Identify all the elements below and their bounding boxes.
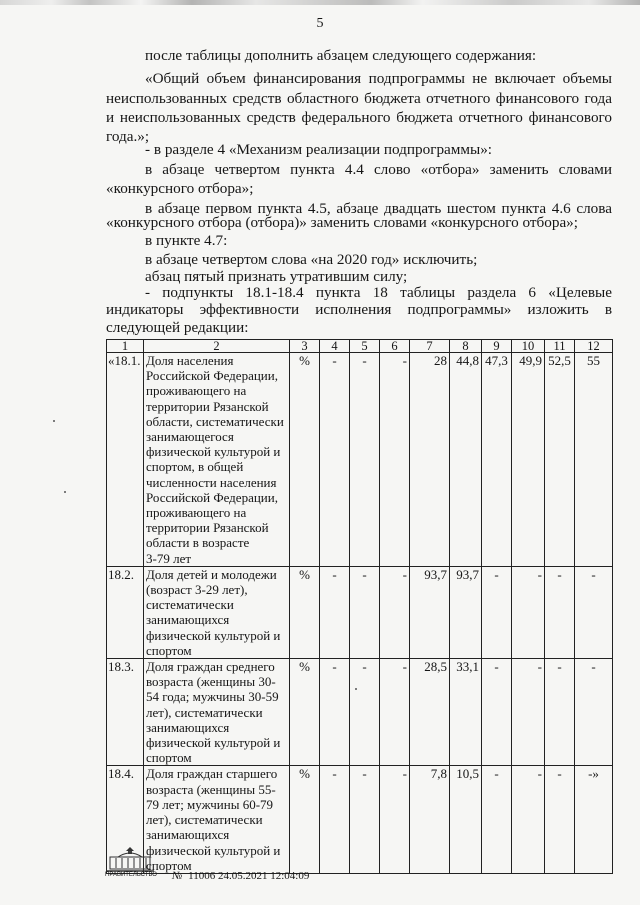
indicator-name-line: занимающегося (146, 429, 234, 445)
government-emblem-icon (104, 845, 156, 873)
value-cell: - (320, 766, 350, 873)
value-cell: - (512, 766, 545, 873)
value-cell: - (545, 659, 575, 766)
value-cell: - (575, 566, 613, 658)
text-line: «конкурсного отбора»; (106, 180, 254, 197)
row-number-cell: 18.2. (107, 566, 144, 658)
value-cell: 93,7 (450, 566, 482, 658)
value-cell: - (350, 353, 380, 567)
value-cell: % (290, 566, 320, 658)
text-line: в абзаце четвертом слова «на 2020 год» исключить; (145, 251, 478, 268)
indicator-name-line: (возраст 3-29 лет), (146, 582, 248, 598)
text-line: следующей редакции: (106, 319, 249, 336)
table-header-row (107, 340, 613, 353)
text-line: после таблицы дополнить абзацем следующего содержания: (145, 47, 537, 64)
column-header: 4 (320, 340, 350, 353)
value-cell: - (482, 659, 512, 766)
indicator-name-line: 54 года; мужчины 30-59 (146, 689, 279, 705)
indicator-name-line: Доля граждан среднего (146, 659, 275, 675)
text-line: в пункте 4.7: (145, 232, 228, 249)
indicator-name-line: 3-79 лет (146, 550, 192, 566)
column-header: 12 (575, 340, 613, 353)
indicator-name-line: занимающихся (146, 827, 230, 843)
value-cell: - (350, 659, 380, 766)
value-cell: % (290, 659, 320, 766)
indicator-name-line: территории Рязанской (146, 398, 269, 414)
value-cell: - (320, 659, 350, 766)
value-cell: 7,8 (410, 766, 450, 873)
indicator-name-line: лет), систематически (146, 812, 263, 828)
value-cell: - (512, 566, 545, 658)
indicator-name-line: возраста (женщины 30- (146, 674, 276, 690)
table-row (107, 766, 613, 873)
page-number: 5 (316, 16, 324, 31)
table-row (107, 659, 613, 766)
indicator-name-line: физической культурой и (146, 842, 281, 858)
row-number-cell: «18.1. (107, 353, 144, 567)
value-cell: 47,3 (482, 353, 512, 567)
value-cell: - (545, 566, 575, 658)
value-cell: - (350, 566, 380, 658)
indicator-name-line: Доля населения (146, 353, 234, 368)
value-cell: 10,5 (450, 766, 482, 873)
column-header: 9 (482, 340, 512, 353)
value-cell: - (380, 353, 410, 567)
value-cell: - (512, 659, 545, 766)
text-line: - в разделе 4 «Механизм реализации подпрограммы»: (145, 141, 493, 158)
indicator-name-line: спортом (146, 750, 192, 766)
indicator-name-line: спортом (146, 857, 192, 873)
value-cell: - (320, 566, 350, 658)
value-cell: % (290, 766, 320, 873)
value-cell: 44,8 (450, 353, 482, 567)
column-header: 1 (107, 340, 144, 353)
value-cell: - (545, 766, 575, 873)
indicator-name-line: физической культурой и (146, 735, 281, 751)
value-cell: - (482, 766, 512, 873)
value-cell: - (380, 766, 410, 873)
text-line: и неиспользованных средств федерального бюджета отчетного финансового (106, 109, 612, 126)
indicator-name-line: спортом, в общей (146, 459, 244, 475)
value-cell: - (350, 766, 380, 873)
indicator-name-cell (144, 353, 290, 567)
column-header: 7 (410, 340, 450, 353)
indicator-name-line: систематически (146, 597, 234, 613)
indicator-name-line: 79 лет; мужчины 60-79 (146, 796, 274, 812)
registration-footer (172, 870, 309, 882)
indicator-name-line: проживающего на (146, 505, 247, 521)
row-number-cell: 18.3. (107, 659, 144, 766)
indicator-name-line: территории Рязанской (146, 520, 269, 536)
table-row (107, 353, 613, 567)
indicator-name-line: возраста (женщины 55- (146, 781, 276, 797)
indicator-name-line: занимающихся (146, 612, 230, 628)
value-cell: 28 (410, 353, 450, 567)
column-header: 5 (350, 340, 380, 353)
value-cell: - (380, 566, 410, 658)
column-header: 3 (290, 340, 320, 353)
text-line: «Общий объем финансирования подпрограммы не включает объемы (145, 70, 612, 87)
indicator-name-line: Доля граждан старшего (146, 766, 278, 782)
stamp-caption: ПРАВИТЕЛЬСТВО (105, 872, 157, 878)
indicators-table (106, 339, 613, 874)
row-number-cell: 18.4. (107, 766, 144, 873)
column-header: 10 (512, 340, 545, 353)
value-cell: 33,1 (450, 659, 482, 766)
text-line: - подпункты 18.1-18.4 пункта 18 таблицы раздела 6 «Целевые (145, 284, 612, 301)
indicator-name-line: лет), систематически (146, 704, 263, 720)
indicator-name-line: занимающихся (146, 719, 230, 735)
value-cell: 49,9 (512, 353, 545, 567)
scan-speck (64, 491, 66, 493)
value-cell: 52,5 (545, 353, 575, 567)
text-line: в абзаце первом пункта 4.5, абзаце двадцать шестом пункта 4.6 слова (145, 200, 612, 217)
column-header: 6 (380, 340, 410, 353)
indicator-name-line: численности населения (146, 474, 277, 490)
text-line: года.»; (106, 128, 150, 145)
column-header: 11 (545, 340, 575, 353)
indicator-name-line: проживающего на (146, 383, 247, 399)
text-line: неиспользованных средств областного бюджета отчетного финансового года (106, 90, 612, 107)
value-cell: - (380, 659, 410, 766)
value-cell: - (575, 659, 613, 766)
value-cell: 28,5 (410, 659, 450, 766)
indicator-name-line: физической культурой и (146, 627, 281, 643)
indicator-name-line: спортом (146, 642, 192, 658)
value-cell: -» (575, 766, 613, 873)
text-line: индикаторы эффективности исполнения подпрограммы» изложить в (106, 301, 612, 318)
indicator-name-line: Российской Федерации, (146, 368, 278, 384)
indicator-name-line: Доля детей и молодежи (146, 566, 277, 582)
indicator-name-line: области, систематически (146, 413, 284, 429)
table-row (107, 566, 613, 658)
value-cell: 93,7 (410, 566, 450, 658)
scan-speck (355, 688, 357, 690)
value-cell: % (290, 353, 320, 567)
indicator-name-cell (144, 659, 290, 766)
number-sign: № (172, 870, 183, 882)
text-line: «конкурсного отбора (отбора)» заменить словами «конкурсного отбора»; (106, 214, 578, 231)
column-header: 2 (144, 340, 290, 353)
text-line: в абзаце четвертом пункта 4.4 слово «отбора» заменить словами (145, 161, 612, 178)
indicator-name-cell (144, 566, 290, 658)
indicator-name-line: области в возрасте (146, 535, 250, 551)
indicator-name-line: Российской Федерации, (146, 489, 278, 505)
value-cell: 55 (575, 353, 613, 567)
registration-info: 11006 24.05.2021 12:04:09 (188, 870, 310, 882)
text-line: абзац пятый признать утратившим силу; (145, 268, 408, 285)
indicator-name-line: физической культурой и (146, 444, 281, 460)
value-cell: - (482, 566, 512, 658)
scan-speck (53, 420, 55, 422)
column-header: 8 (450, 340, 482, 353)
indicator-name-cell (144, 766, 290, 873)
value-cell: - (320, 353, 350, 567)
scan-top-streak (0, 0, 640, 5)
